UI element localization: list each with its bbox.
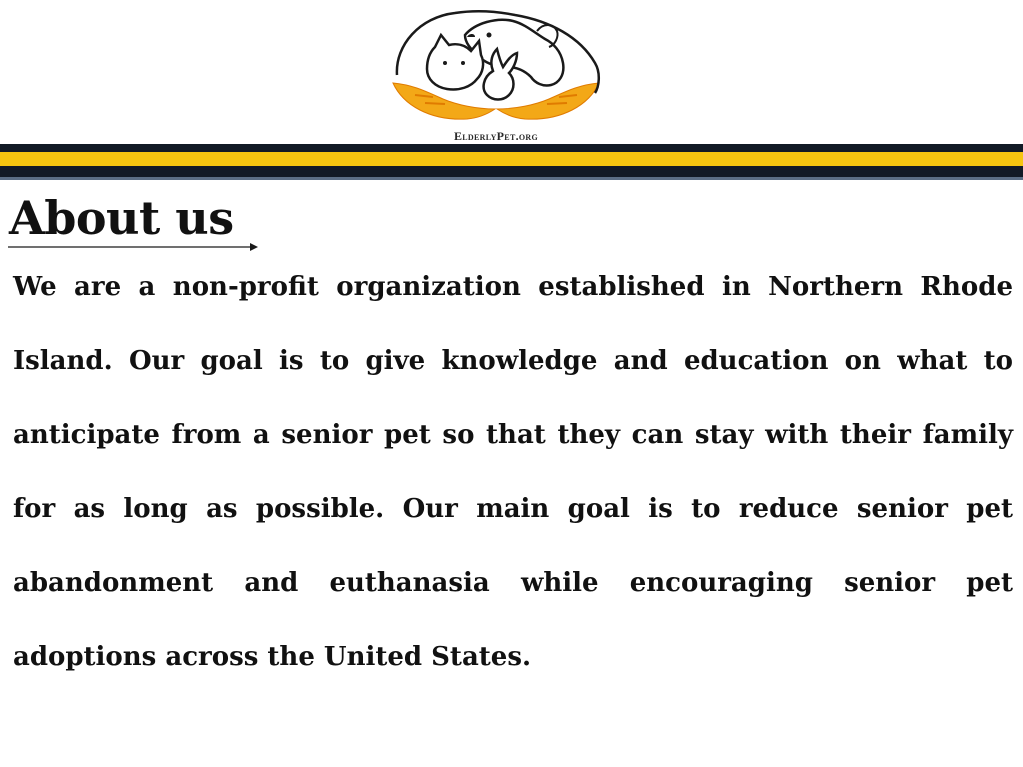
elderly-pet-logo-icon bbox=[385, 5, 607, 131]
band-dark-top-stripe bbox=[0, 144, 1023, 152]
band-dark-bottom-stripe bbox=[0, 166, 1023, 177]
band-edge-stripe bbox=[0, 177, 1023, 180]
dog-eye-icon bbox=[487, 33, 492, 38]
header-stripe-band bbox=[0, 144, 1023, 180]
about-paragraph: We are a non-profit organization established in Northern Rhode Island. Our goal is to give knowledge and education on what to anticipate from a senior pet so that they can stay with their family for as long as possible. Our main goal is to reduce senior pet abandonment and euthanasia while encouraging senior pet adoptions across the United States. bbox=[13, 272, 1013, 672]
elderlypet-logo bbox=[385, 5, 607, 145]
band-yellow-stripe bbox=[0, 152, 1023, 166]
logo-wordmark: ElderlyPet.org bbox=[453, 129, 539, 143]
cat-eye-icon bbox=[443, 61, 447, 65]
page-title: About us bbox=[9, 191, 234, 245]
cat-eye-icon bbox=[461, 61, 465, 65]
